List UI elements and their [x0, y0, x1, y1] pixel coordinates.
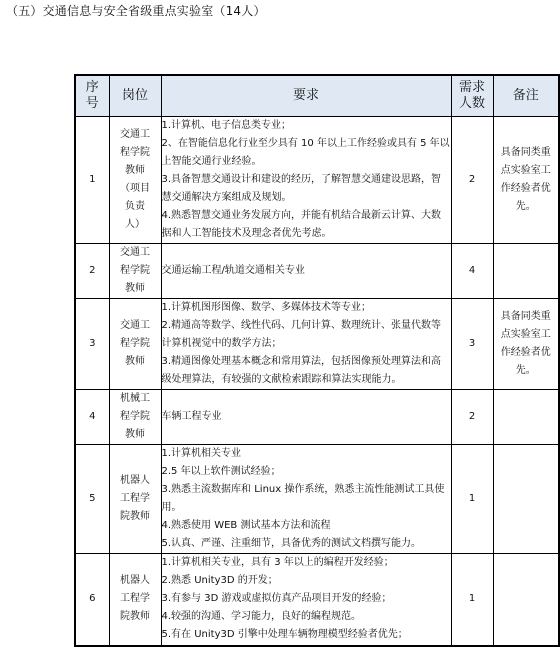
- row-requirement: 1.计算机相关专业，具有 3 年以上的编程开发经验； 2.熟悉 Unity3D 的开发； 3.有参与 3D 游戏或虚拟仿真产品项目开发的经验； 4.较强的沟通、学习能力，良好的编程规范。 5.有在 Unity3D 引擎中处理车辆物理模型经验者优先；: [161, 554, 451, 646]
- row-count: 3: [451, 299, 493, 390]
- table-row: [75, 299, 559, 390]
- row-seq: 2: [75, 244, 109, 299]
- row-seq: 3: [75, 299, 109, 390]
- row-position: 机器人 工程学 院教师: [109, 554, 161, 646]
- row-note: [493, 244, 559, 299]
- header-position: 岗位: [109, 75, 161, 117]
- row-note: 具备同类重 点实验室工 作经验者优 先。: [493, 117, 559, 244]
- row-position: 交通工 程学院 教师 （项目 负责 人）: [109, 117, 161, 244]
- header-seq: 序 号: [75, 75, 109, 117]
- row-requirement: 1.计算机图形图像、数学、多媒体技术等专业； 2.精通高等数学、线性代码、几何计算、数理统计、张量代数等计算机视觉中的数学方法； 3.精通图像处理基本概念和常用算法，包括图像预处理算法和高级处理算法，有较强的文献检索跟踪和算法实现能力。: [161, 299, 451, 390]
- table-row: [75, 244, 559, 299]
- row-requirement: 1.计算机相关专业 2.5 年以上软件测试经验； 3.熟悉主流数据库和 Linux 操作系统，熟悉主流性能测试工具使用。 4.熟悉使用 WEB 测试基本方法和流程 5.认真、严谨、注重细节，具备优秀的测试文档撰写能力。: [161, 445, 451, 554]
- row-seq: 6: [75, 554, 109, 646]
- row-requirement: 1.计算机、电子信息类专业； 2、在智能信息化行业至少具有 10 年以上工作经验或具有 5 年以上智能交通行业经验。 3.具备智慧交通设计和建设的经历，了解智慧交通建设思路，智慧交通解决方案组成及规划。 4.熟悉智慧交通业务发展方向，并能有机结合最新云计算、大数据和人工智能技术及理念者优先考虑。: [161, 117, 451, 244]
- row-count: 2: [451, 117, 493, 244]
- header-requirement: 要求: [161, 75, 451, 117]
- row-count: 1: [451, 554, 493, 646]
- row-position: 机器人 工程学 院教师: [109, 445, 161, 554]
- row-seq: 5: [75, 445, 109, 554]
- header-note: 备注: [493, 75, 559, 117]
- row-note: [493, 445, 559, 554]
- row-position: 机械工 程学院 教师: [109, 390, 161, 445]
- requirements-table: [74, 74, 560, 647]
- section-heading: （五）交通信息与安全省级重点实验室（14人）: [6, 4, 266, 18]
- row-seq: 1: [75, 117, 109, 244]
- table-row: [75, 390, 559, 445]
- row-note: [493, 390, 559, 445]
- row-position: 交通工 程学院 教师: [109, 299, 161, 390]
- row-note: 具备同类重 点实验室工 作经验者优 先。: [493, 299, 559, 390]
- table-row: [75, 445, 559, 554]
- header-count: 需求 人数: [451, 75, 493, 117]
- row-count: 2: [451, 390, 493, 445]
- row-seq: 4: [75, 390, 109, 445]
- row-requirement: 交通运输工程/轨道交通相关专业: [161, 244, 451, 299]
- row-count: 1: [451, 445, 493, 554]
- row-position: 交通工 程学院 教师: [109, 244, 161, 299]
- table-row: [75, 117, 559, 244]
- table-header-row: [75, 75, 559, 117]
- row-count: 4: [451, 244, 493, 299]
- row-requirement: 车辆工程专业: [161, 390, 451, 445]
